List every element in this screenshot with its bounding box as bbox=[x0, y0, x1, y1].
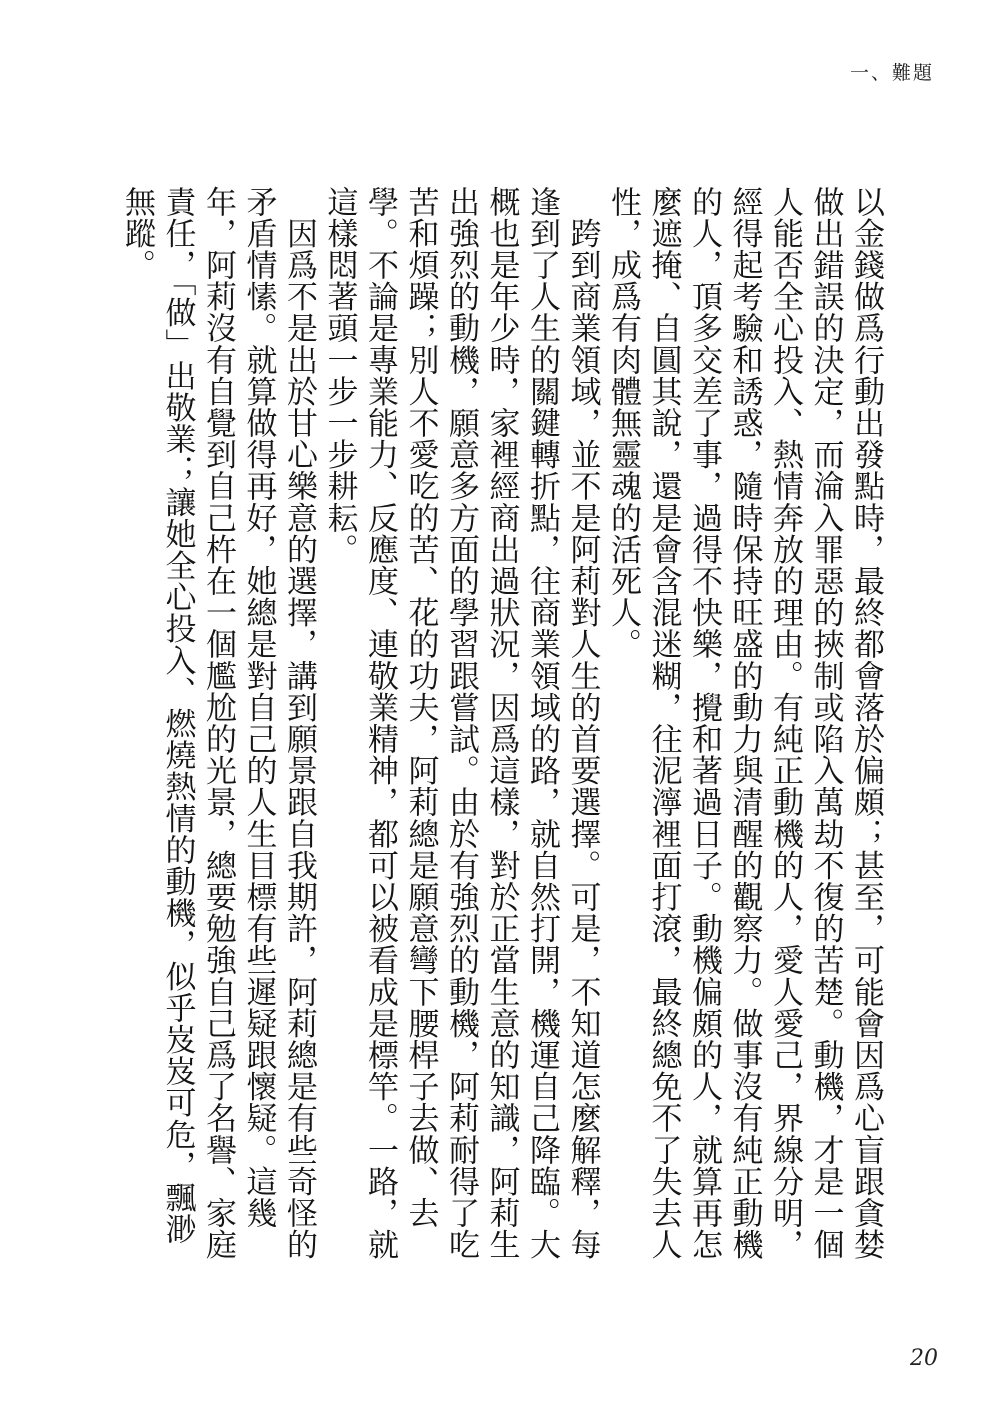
paragraph: 跨到商業領域，並不是阿莉對人生的首要選擇。可是，不知道怎麼解釋，每逢到了人生的關鍵轉折點，往商業領域的路，就自然打開，機運自己降臨。大概也是年少時，家裡經商出過狀況，因爲這樣，對於正當生意的知識，阿莉生出強烈的動機，願意多方面的學習跟嘗試。由於有強烈的動機，阿莉耐得了吃苦和煩躁；別人不愛吃的苦、花的功夫，阿莉總是願意彎下腰桿子去做、去學。不論是專業能力、反應度、連敬業精神，都可以被看成是標竿。一路，就這樣悶著頭一步一步耕耘。 bbox=[321, 186, 601, 1261]
running-header: 一、難題 bbox=[849, 62, 934, 84]
paragraph: 以金錢做爲行動出發點時，最終都會落於偏頗；甚至，可能會因爲心盲跟貪婪做出錯誤的決定，而淪入罪惡的挾制或陷入萬劫不復的苦楚。動機，才是一個人能否全心投入、熱情奔放的理由。有純正動機的人，愛人愛己，界線分明，經得起考驗和誘惑，隨時保持旺盛的動力與清醒的觀察力。做事沒有純正動機的人，頂多交差了事，過得不快樂，攪和著過日子。動機偏頗的人，就算再怎麼遮掩、自圓其說，還是會含混迷糊，往泥濘裡面打滾，最終總免不了失去人性，成爲有肉體無靈魂的活死人。 bbox=[605, 186, 884, 1261]
body-text bbox=[106, 186, 886, 1276]
page-number: 20 bbox=[910, 1346, 938, 1371]
paragraph: 因爲不是出於甘心樂意的選擇，講到願景跟自我期許，阿莉總是有些奇怪的矛盾情愫。就算做得再好，她總是對自己的人生目標有些遲疑跟懷疑。這幾年，阿莉沒有自覺到自己杵在一個尷尬的光景，總要勉強自己爲了名譽、家庭責任，「做」出敬業；讓她全心投入、燃燒熱情的動機，似乎岌岌可危，飄渺無蹤。 bbox=[119, 186, 317, 1261]
